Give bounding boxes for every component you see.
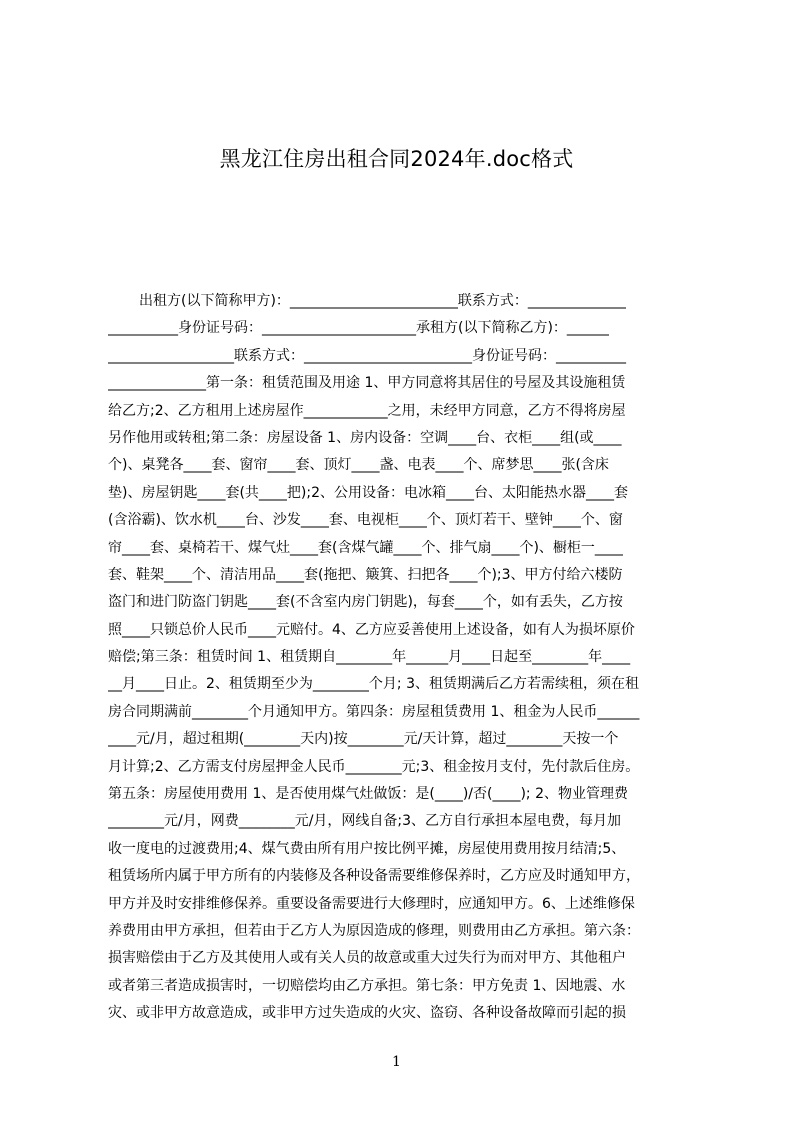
document-body [108,288,698,1028]
body-line: 套、鞋架____个、清洁用品____套(拖把、簸箕、扫把各____个);3、甲方付给六楼防 [108,566,623,583]
body-line: 帘____套、桌椅若干、煤气灶____套(含煤气罐____个、排气扇____个)、橱柜一____ [108,539,623,556]
page-number: 1 [392,1054,401,1070]
body-line: 出租方(以下简称甲方)：________________________联系方式：______________ [139,293,626,309]
body-line: 租赁场所内属于甲方所有的内装修及各种设备需要维修保养时，乙方应及时通知甲方， [108,868,640,885]
document-title: 黑龙江住房出租合同2024年.doc格式 [219,147,574,171]
body-line: 月计算;2、乙方需支付房屋押金人民币________元;3、租金按月支付，先付款后住房。 [108,758,640,775]
body-line: 盗门和进门防盗门钥匙____套(不含室内房门钥匙)，每套____个，如有丢失，乙方按 [108,594,623,611]
body-line: 甲方并及时安排维修保养。重要设备需要进行大修理时，应通知甲方。6、上述维修保 [108,895,635,912]
body-line: 照____只锁总价人民币____元赔付。4、乙方应妥善使用上述设备，如有人为损坏原价 [108,621,635,638]
body-line: ______________第一条：租赁范围及用途 1、甲方同意将其居住的号屋及其设施租赁 [108,375,626,392]
body-line: 给乙方;2、乙方租用上述房屋作____________之用，未经甲方同意，乙方不得将房屋 [108,402,626,419]
body-line: 损害赔偿由于乙方及其使用人或有关人员的故意或重大过失行为而对甲方、其他租户 [108,950,626,967]
body-line: __________________联系方式：________________________身份证号码：__________ [108,347,626,364]
body-line: 第五条：房屋使用费用 1、是否使用煤气灶做饭：是(____)/否(____); 2、物业管理费 [108,786,628,803]
body-line: (含浴霸)、饮水机____台、沙发____套、电视柜____个、顶灯若干、壁钟____个、窗 [108,512,623,529]
body-line: 个)、桌凳各____套、窗帘____套、顶灯____盏、电表____个、席梦思____张(含床 [108,457,609,474]
body-line: 或者第三者造成损害时，一切赔偿均由乙方承担。第七条：甲方免责 1、因地震、水 [108,977,626,994]
body-line: __月____日止。2、租赁期至少为________个月; 3、租赁期满后乙方若需续租，须在租 [108,676,639,693]
body-line: __________身份证号码：______________________承租方(以下简称乙方)：______ [108,320,609,337]
body-line: 房合同期满前________个月通知甲方。第四条：房屋租赁费用 1、租金为人民币______ [108,703,640,720]
body-line: 灾、或非甲方故意造成，或非甲方过失造成的火灾、盗窃、各种设备故障而引起的损 [108,1005,626,1022]
body-line: 另作他用或转租;第二条：房屋设备 1、房内设备：空调____台、衣柜____组(或____ [108,429,622,446]
body-line: 赔偿;第三条：租赁时间 1、租赁期自________年______月____日起至________年____ [108,649,631,666]
body-line: 养费用由甲方承担，但若由于乙方人为原因造成的修理，则费用由乙方承担。第六条： [108,922,640,939]
body-line: 垫)、房屋钥匙____套(共____把);2、公用设备：电冰箱____台、太阳能热水器____套 [108,484,629,501]
body-line: ____元/月，超过租期(________天内)按________元/天计算，超过________天按一个 [108,731,619,748]
body-line: 收一度电的过渡费用;4、煤气费由所有用户按比例平摊，房屋使用费用按月结清;5、 [108,840,626,857]
body-line: ________元/月，网费________元/月，网线自备;3、乙方自行承担本屋电费，每月加 [108,813,622,830]
